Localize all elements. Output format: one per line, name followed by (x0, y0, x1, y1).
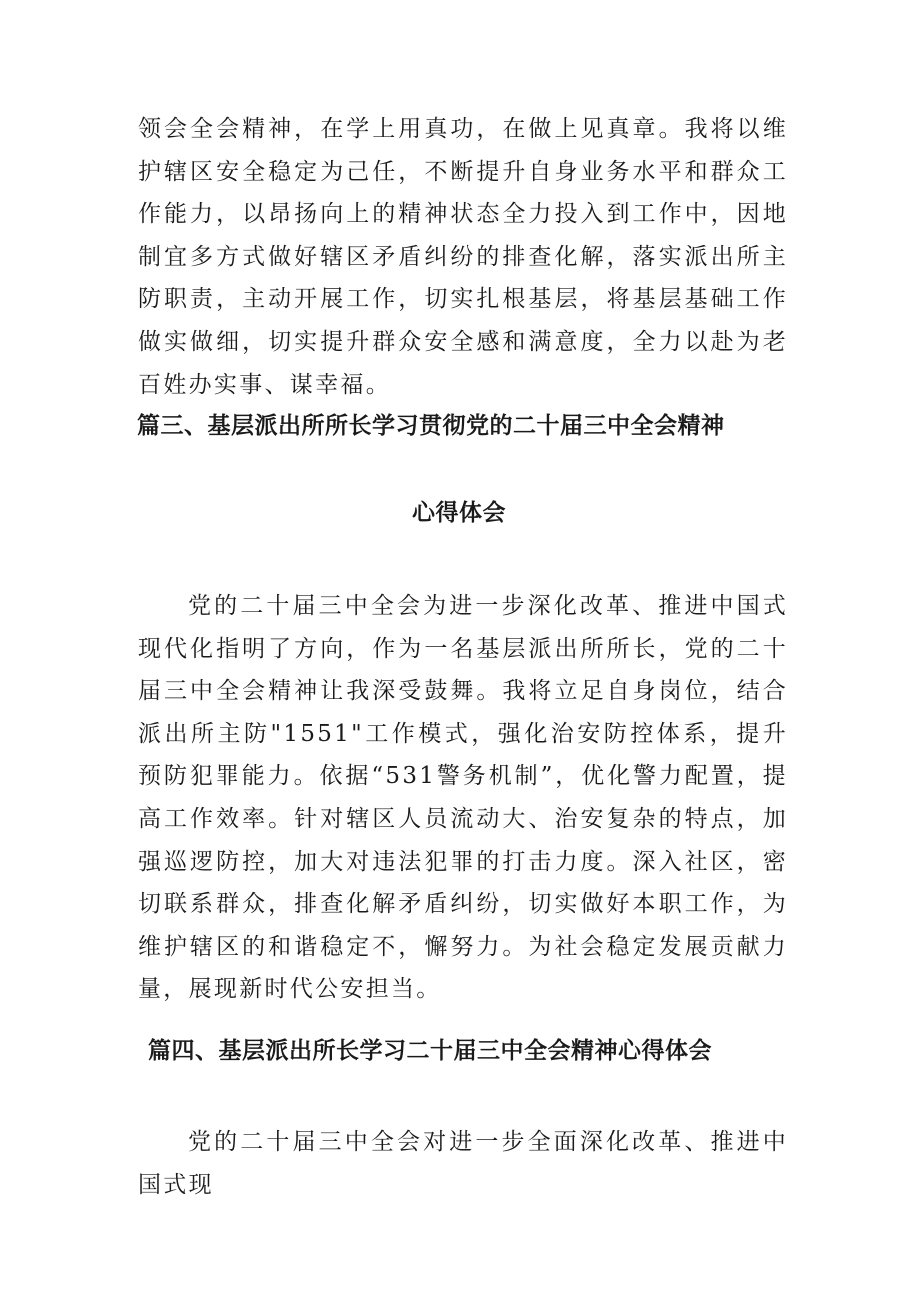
section3-title-line2: 心得体会 (412, 500, 506, 526)
section4-body: 党的二十届三中全会对进一步全面深化改革、推进中国式现 (138, 1129, 788, 1198)
section4-title: 篇四、基层派出所长学习二十届三中全会精神心得体会 (148, 1038, 712, 1064)
section3-body: 党的二十届三中全会为进一步深化改革、推进中国式现代化指明了方向，作为一名基层派出所所长，党的二十届三中全会精神让我深受鼓舞。我将立足自身岗位，结合派出所主防"1551"工作模式，强化治安防控体系，提升预防犯罪能力。依据“531警务机制”，优化警力配置，提高工作效率。针对辖区人员流动大、治安复杂的特点，加强巡逻防控，加大对违法犯罪的打击力度。深入社区，密切联系群众，排查化解矛盾纠纷，切实做好本职工作，为维护辖区的和谐稳定不，懈努力。为社会稳定发展贡献力量，展现新时代公安担当。 (138, 593, 788, 1003)
intro-paragraph: 领会全会精神，在学上用真功，在做上见真章。我将以维护辖区安全稳定为己任，不断提升自身业务水平和群众工作能力，以昂扬向上的精神状态全力投入到工作中，因地制宜多方式做好辖区矛盾纠纷的排查化解，落实派出所主防职责，主动开展工作，切实扎根基层，将基层基础工作做实做细，切实提升群众安全感和满意度，全力以赴为老百姓办实事、谋幸福。 (138, 116, 788, 398)
section3-title-line1: 篇三、基层派出所所长学习贯彻党的二十届三中全会精神 (137, 413, 725, 439)
